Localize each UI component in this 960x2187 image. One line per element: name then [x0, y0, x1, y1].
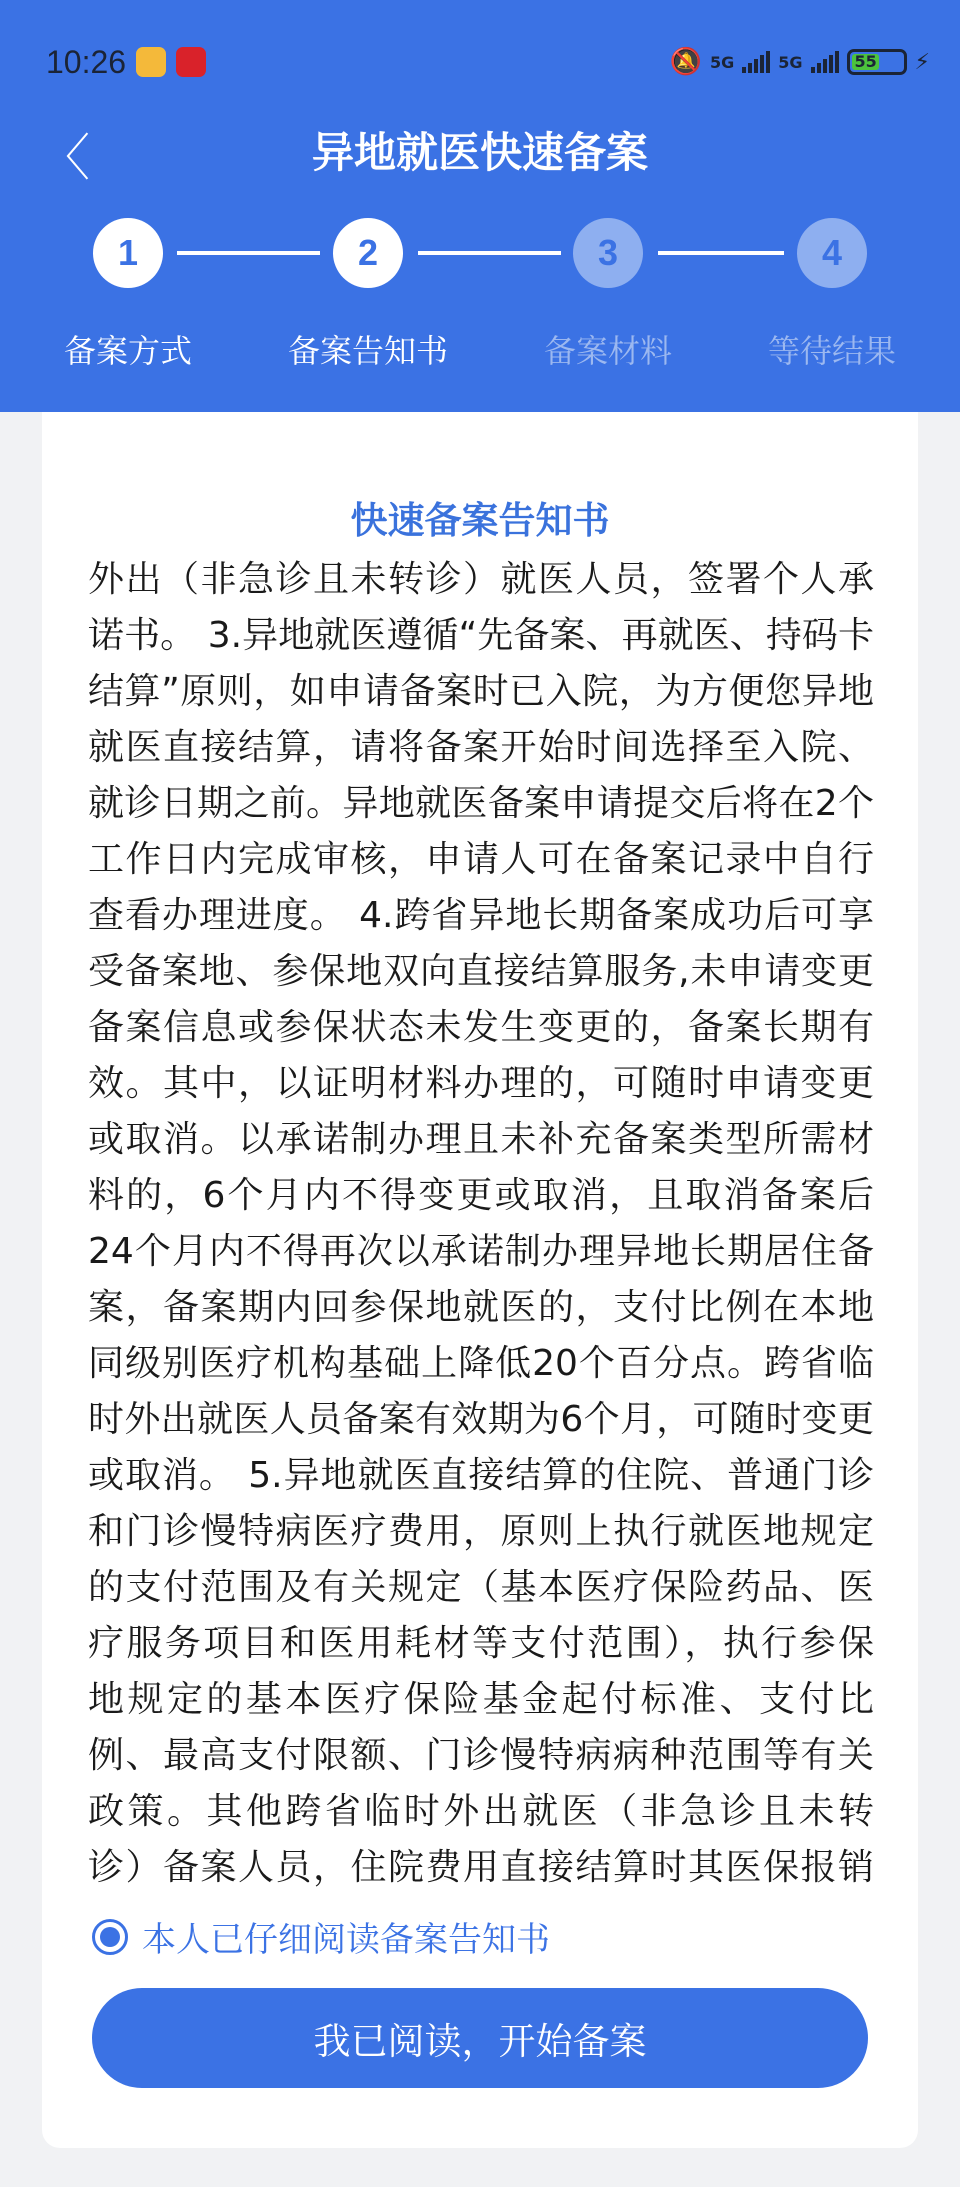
notice-line: 效。其中，以证明材料办理的，可随时申请变更: [88, 1063, 874, 1104]
step-connector: [658, 251, 784, 255]
agree-radio[interactable]: [92, 1912, 550, 1961]
notice-card: [42, 412, 918, 2148]
notice-text-scroll[interactable]: [88, 552, 874, 1897]
battery-level: 55: [852, 54, 880, 70]
notice-title: 快速备案告知书: [350, 499, 610, 542]
charging-icon: ⚡: [914, 49, 930, 75]
network-label-1: 5G: [710, 52, 735, 72]
notice-line: 料的，6个月内不得变更或取消，且取消备案后: [88, 1175, 874, 1216]
notice-line: 就诊日期之前。异地就医备案申请提交后将在2个: [88, 783, 874, 824]
notice-line: 政策。其他跨省临时外出就医（非急诊且未转: [88, 1791, 874, 1832]
signal-icon: [811, 51, 839, 73]
notice-line: 或取消。 5.异地就医直接结算的住院、普通门诊: [88, 1455, 874, 1496]
header: [0, 0, 960, 412]
step-3-label: 备案材料: [543, 332, 673, 370]
notice-line: 就医直接结算，请将备案开始时间选择至入院、: [88, 727, 874, 768]
notice-line: 结算”原则，如申请备案时已入院，为方便您异地: [88, 671, 874, 712]
notes-app-icon: [136, 47, 166, 77]
network-label-2: 5G: [778, 52, 803, 72]
notice-line: 查看办理进度。 4.跨省异地长期备案成功后可享: [88, 895, 874, 936]
step-labels: [0, 326, 960, 370]
notice-line: 疗服务项目和医用耗材等支付范围），执行参保: [88, 1623, 874, 1664]
notice-line: 备案信息或参保状态未发生变更的，备案长期有: [88, 1007, 874, 1048]
notice-line: 或取消。以承诺制办理且未补充备案类型所需材: [88, 1119, 874, 1160]
app-notification-icon: [176, 47, 206, 77]
stepper: [0, 218, 960, 288]
notice-line: 同级别医疗机构基础上降低20个百分点。跨省临: [88, 1343, 874, 1384]
notice-line: 外出（非急诊且未转诊）就医人员，签署个人承: [88, 559, 874, 600]
notice-line: 工作日内完成审核，申请人可在备案记录中自行: [88, 839, 874, 880]
mute-bell-icon: 🔕: [669, 47, 703, 77]
step-connector: [177, 251, 320, 255]
step-2-circle: 2: [333, 218, 403, 288]
page-title: 异地就医快速备案: [311, 128, 648, 177]
step-2-label: 备案告知书: [287, 332, 449, 370]
notice-line: 和门诊慢特病医疗费用，原则上执行就医地规定: [88, 1511, 874, 1552]
notice-line: 案，备案期内回参保地就医的，支付比例在本地: [88, 1287, 874, 1328]
notice-line: 时外出就医人员备案有效期为6个月，可随时变更: [88, 1399, 874, 1440]
back-button[interactable]: 〈: [40, 129, 90, 187]
step-connector: [418, 251, 561, 255]
step-4-circle: 4: [797, 218, 867, 288]
step-3-circle: 3: [573, 218, 643, 288]
notice-line: 诊）备案人员，住院费用直接结算时其医保报销: [88, 1847, 874, 1888]
step-4-label: 等待结果: [767, 332, 897, 370]
radio-checked-icon[interactable]: [92, 1919, 128, 1955]
notice-line: 诺书。 3.异地就医遵循“先备案、再就医、持码卡: [88, 615, 874, 656]
battery-icon: [847, 49, 907, 75]
status-time: 10:26: [46, 43, 127, 80]
status-bar: [46, 40, 930, 84]
signal-icon: [742, 51, 770, 73]
notice-line: 地规定的基本医疗保险基金起付标准、支付比: [88, 1679, 874, 1720]
notice-line: 24个月内不得再次以承诺制办理异地长期居住备: [88, 1231, 874, 1272]
step-1-label: 备案方式: [63, 332, 193, 370]
start-filing-button[interactable]: 我已阅读，开始备案: [92, 1988, 868, 2088]
notice-line: 的支付范围及有关规定（基本医疗保险药品、医: [88, 1567, 874, 1608]
step-1-circle: 1: [93, 218, 163, 288]
notice-line: 例、最高支付限额、门诊慢特病病种范围等有关: [88, 1735, 874, 1776]
notice-line: 受备案地、参保地双向直接结算服务,未申请变更: [88, 951, 874, 992]
agree-label: 本人已仔细阅读备案告知书: [142, 1920, 550, 1960]
